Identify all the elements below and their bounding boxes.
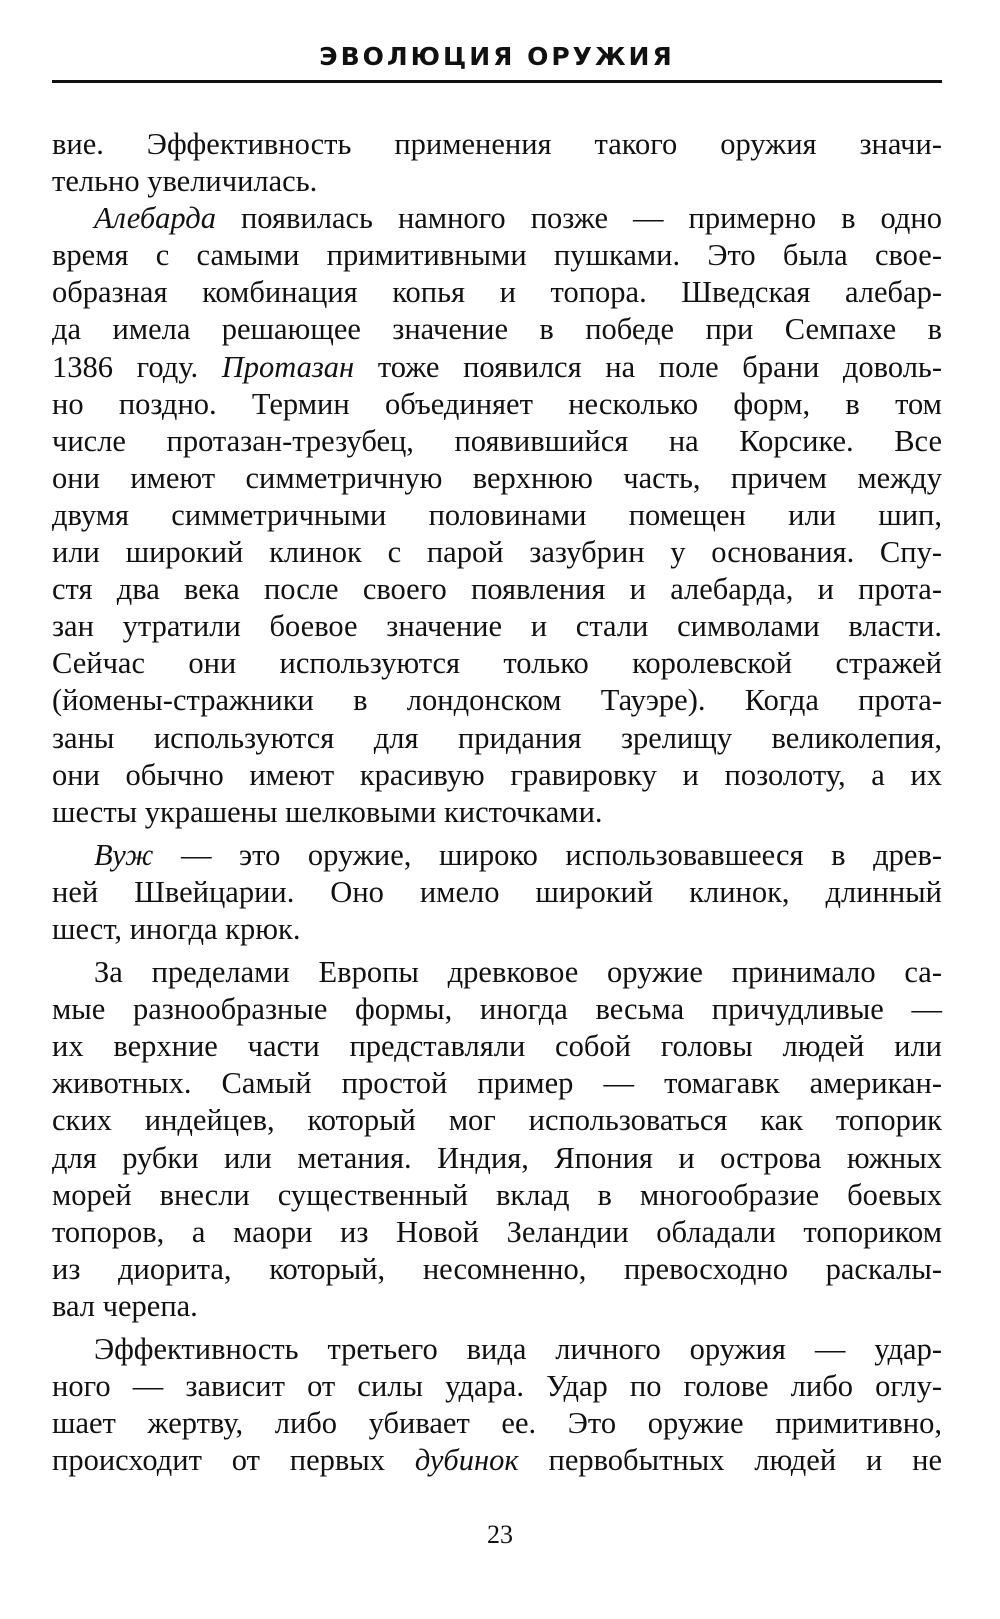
page-number: 23 bbox=[487, 1520, 513, 1549]
text-run: Сейчас они используются только королевской стражей bbox=[52, 646, 942, 681]
text-run: 1386 году. bbox=[52, 349, 222, 384]
paragraph bbox=[52, 200, 942, 831]
text-run: их верхние части представляли собой головы людей или bbox=[52, 1029, 942, 1064]
text-line bbox=[52, 126, 942, 163]
text-run: первобытных людей и не bbox=[518, 1443, 942, 1478]
italic-term: Алебарда bbox=[94, 201, 216, 236]
text-line bbox=[52, 1288, 942, 1325]
text-line bbox=[52, 200, 942, 237]
text-run: стя два века после своего появления и алебарда, и прота- bbox=[52, 572, 942, 607]
text-run: числе протазан-трезубец, появившийся на Корсике. Все bbox=[52, 423, 942, 458]
text-line bbox=[52, 1028, 942, 1065]
text-run: шест, иногда крюк. bbox=[52, 911, 301, 946]
text-run: они имеют симметричную верхнюю часть, причем между bbox=[52, 460, 942, 495]
text-line bbox=[52, 460, 942, 497]
paragraph bbox=[52, 126, 942, 200]
text-line bbox=[52, 274, 942, 311]
italic-term: Протазан bbox=[221, 349, 355, 384]
text-run: ней Швейцарии. Оно имело широкий клинок, длинный bbox=[52, 874, 942, 909]
text-run: Эффективность третьего вида личного оружия — удар- bbox=[94, 1332, 942, 1366]
text-run: ного — зависит от силы удара. Удар по голове либо оглу- bbox=[52, 1369, 942, 1404]
text-line bbox=[52, 1140, 942, 1177]
text-line bbox=[52, 1368, 942, 1405]
text-line bbox=[52, 720, 942, 757]
text-run: они обычно имеют красивую гравировку и позолоту, а их bbox=[52, 757, 942, 792]
text-run: или широкий клинок с парой зазубрин у основания. Спу- bbox=[52, 535, 942, 570]
text-line bbox=[52, 349, 942, 386]
text-run: мые разнообразные формы, иногда весьма причудливые — bbox=[52, 992, 942, 1027]
text-line bbox=[52, 497, 942, 534]
italic-term: дубинок bbox=[414, 1443, 519, 1478]
text-run: вие. Эффективность применения такого оружия значи- bbox=[52, 127, 942, 161]
text-line bbox=[52, 311, 942, 348]
text-run: но поздно. Термин объединяет несколько форм, в том bbox=[52, 386, 942, 421]
text-run: вал черепа. bbox=[52, 1288, 198, 1323]
text-run: для рубки или метания. Индия, Япония и острова южных bbox=[52, 1140, 942, 1175]
text-line bbox=[52, 991, 942, 1028]
text-line bbox=[52, 237, 942, 274]
text-line bbox=[52, 1177, 942, 1214]
text-run: заны используются для придания зрелищу великолепия, bbox=[52, 720, 942, 755]
text-line bbox=[52, 1102, 942, 1139]
text-run: За пределами Европы древковое оружие принимало са- bbox=[94, 955, 942, 990]
running-head: ЭВОЛЮЦИЯ ОРУЖИЯ bbox=[319, 42, 675, 71]
text-run: морей внесли существенный вклад в многообразие боевых bbox=[52, 1177, 942, 1212]
text-run: время с самыми примитивными пушками. Это была свое- bbox=[52, 238, 942, 273]
text-line bbox=[52, 386, 942, 423]
text-line bbox=[52, 163, 942, 200]
text-run: тоже появился на поле брани доволь- bbox=[354, 349, 942, 384]
paragraph bbox=[52, 837, 942, 948]
text-line bbox=[52, 571, 942, 608]
text-run: животных. Самый простой пример — томагавк американ- bbox=[52, 1066, 942, 1101]
text-run: ских индейцев, который мог использоваться как топорик bbox=[52, 1103, 942, 1138]
text-run: тельно увеличилась. bbox=[52, 164, 318, 199]
text-run: образная комбинация копья и топора. Шведская алебар- bbox=[52, 275, 942, 310]
body-text bbox=[52, 126, 942, 1479]
paragraph bbox=[52, 954, 942, 1325]
text-line bbox=[52, 1214, 942, 1251]
text-run: происходит от первых bbox=[52, 1443, 415, 1478]
text-run: да имела решающее значение в победе при Семпахе в bbox=[52, 312, 942, 347]
text-line bbox=[52, 911, 942, 948]
text-line bbox=[52, 1405, 942, 1442]
header-rule bbox=[52, 80, 942, 83]
text-line bbox=[52, 1251, 942, 1288]
text-line bbox=[52, 1065, 942, 1102]
text-line bbox=[52, 837, 942, 874]
text-run: — это оружие, широко использовавшееся в древ- bbox=[153, 837, 942, 872]
text-line bbox=[52, 534, 942, 571]
text-line bbox=[52, 794, 942, 831]
paragraph bbox=[52, 1331, 942, 1479]
text-run: зан утратили боевое значение и стали символами власти. bbox=[52, 609, 942, 644]
text-run: шесты украшены шелковыми кисточками. bbox=[52, 794, 603, 829]
text-run: шает жертву, либо убивает ее. Это оружие примитивно, bbox=[52, 1406, 942, 1441]
text-run: топоров, а маори из Новой Зеландии обладали топориком bbox=[52, 1214, 942, 1249]
text-line bbox=[52, 608, 942, 645]
text-run: из диорита, который, несомненно, превосходно раскалы- bbox=[52, 1251, 942, 1286]
text-line bbox=[52, 1442, 942, 1479]
text-line bbox=[52, 682, 942, 719]
text-line bbox=[52, 1331, 942, 1368]
text-run: появилась намного позже — примерно в одно bbox=[215, 201, 942, 236]
text-line bbox=[52, 874, 942, 911]
text-line bbox=[52, 423, 942, 460]
text-line bbox=[52, 645, 942, 682]
text-line bbox=[52, 954, 942, 991]
italic-term: Вуж bbox=[94, 837, 154, 872]
text-line bbox=[52, 757, 942, 794]
text-run: двумя симметричными половинами помещен или шип, bbox=[52, 497, 942, 532]
text-run: (йомены-стражники в лондонском Тауэре). Когда прота- bbox=[52, 683, 942, 718]
